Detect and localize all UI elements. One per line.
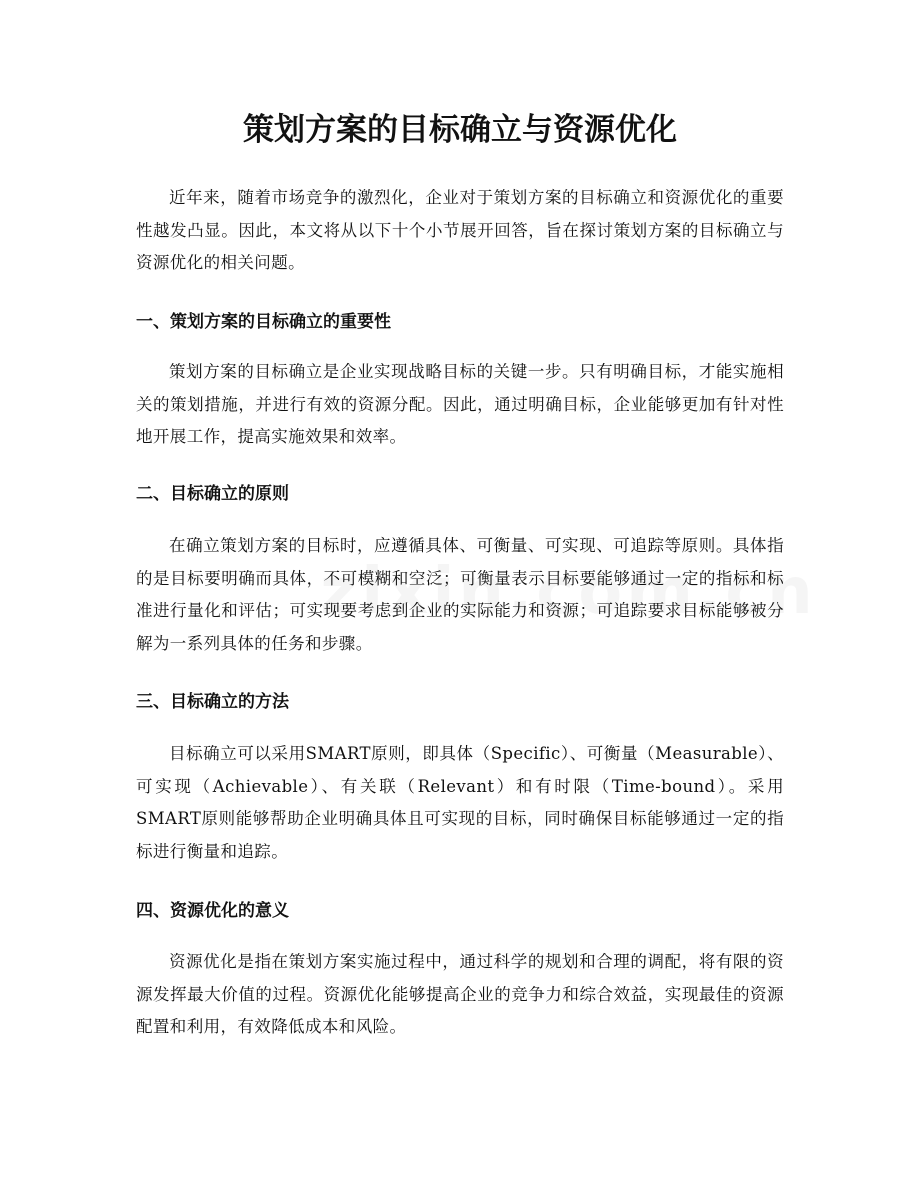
document-title: 策划方案的目标确立与资源优化	[243, 112, 677, 148]
section-2-body: 在确立策划方案的目标时，应遵循具体、可衡量、可实现、可追踪等原则。具体指的是目标要明确而具体，不可模糊和空泛；可衡量表示目标要能够通过一定的指标和标准进行量化和评估；可实现要考虑到企业的实际能力和资源；可追踪要求目标能够被分解为一系列具体的任务和步骤。	[136, 536, 784, 653]
section-2-heading: 二、目标确立的原则	[136, 484, 289, 504]
section-1-body: 策划方案的目标确立是企业实现战略目标的关键一步。只有明确目标，才能实施相关的策划措施，并进行有效的资源分配。因此，通过明确目标，企业能够更加有针对性地开展工作，提高实施效果和效率。	[136, 362, 784, 446]
section-4-heading: 四、资源优化的意义	[136, 901, 289, 921]
section-1-heading: 一、策划方案的目标确立的重要性	[136, 312, 391, 332]
section-3-heading: 三、目标确立的方法	[136, 692, 289, 712]
section-3-body: 目标确立可以采用SMART原则，即具体（Specific）、可衡量（Measurable）、可实现（Achievable）、有关联（Relevant）和有时限（Time-bound）。采用SMART原则能够帮助企业明确具体且可实现的目标，同时确保目标能够通过一定的指标进行衡量和追踪。	[136, 744, 784, 861]
section-4-body: 资源优化是指在策划方案实施过程中，通过科学的规划和合理的调配，将有限的资源发挥最大价值的过程。资源优化能够提高企业的竞争力和综合效益，实现最佳的资源配置和利用，有效降低成本和风险。	[136, 952, 784, 1036]
intro-paragraph: 近年来，随着市场竞争的激烈化，企业对于策划方案的目标确立和资源优化的重要性越发凸显。因此，本文将从以下十个小节展开回答，旨在探讨策划方案的目标确立与资源优化的相关问题。	[136, 188, 784, 272]
